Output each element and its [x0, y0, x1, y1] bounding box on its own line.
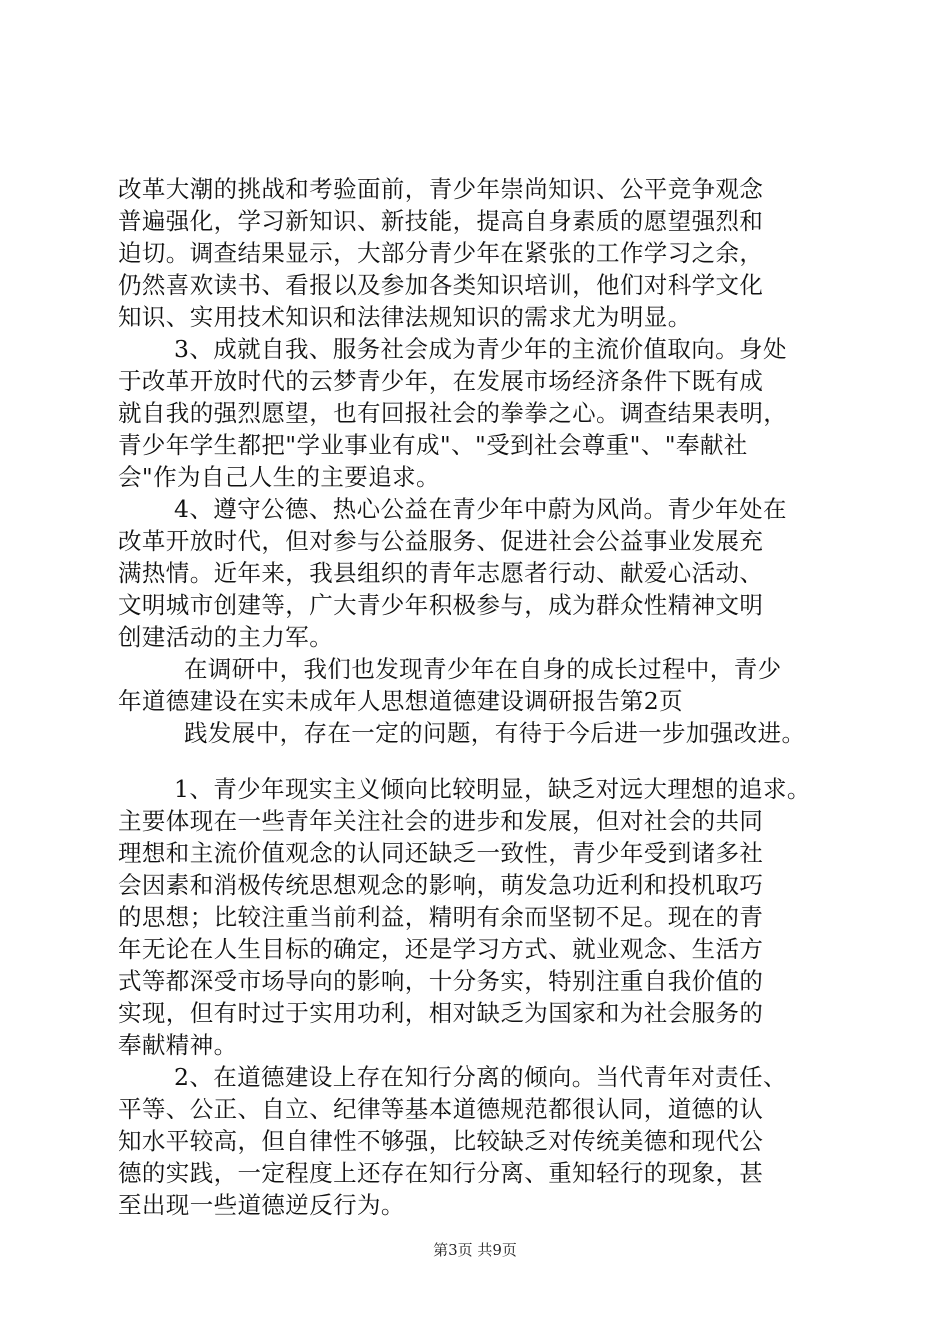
text-line: 平等、公正、自立、纪律等基本道德规范都很认同，道德的认: [118, 1095, 764, 1123]
text-line: 创建活动的主力军。: [118, 623, 334, 651]
paragraph-start-line: 3、成就自我、服务社会成为青少年的主流价值取向。身处: [174, 335, 787, 363]
text-line: 青少年学生都把"学业事业有成"、"受到社会尊重"、"奉献社: [118, 431, 748, 459]
text-line: 会"作为自己人生的主要追求。: [118, 463, 440, 491]
text-line: 的思想；比较注重当前利益，精明有余而坚韧不足。现在的青: [118, 903, 764, 931]
text-line: 年无论在人生目标的确定，还是学习方式、就业观念、生活方: [118, 935, 764, 963]
text-line: 改革开放时代，但对参与公益服务、促进社会公益事业发展充: [118, 527, 764, 555]
text-line: 迫切。调查结果显示，大部分青少年在紧张的工作学习之余，: [118, 239, 764, 267]
text-line: 仍然喜欢读书、看报以及参加各类知识培训，他们对科学文化: [118, 271, 764, 299]
text-line: 文明城市创建等，广大青少年积极参与，成为群众性精神文明: [118, 591, 764, 619]
text-line: 至出现一些道德逆反行为。: [118, 1191, 405, 1219]
text-line: 知识、实用技术知识和法律法规知识的需求尤为明显。: [118, 303, 692, 331]
text-line: 实现，但有时过于实用功利，相对缺乏为国家和为社会服务的: [118, 999, 764, 1027]
text-line: 年道德建设在实未成年人思想道德建设调研报告第2页: [118, 687, 684, 715]
text-line: 就自我的强烈愿望，也有回报社会的拳拳之心。调查结果表明，: [118, 399, 788, 427]
paragraph-start-line: 在调研中，我们也发现青少年在自身的成长过程中，青少: [184, 655, 782, 683]
paragraph-start-line: 4、遵守公德、热心公益在青少年中蔚为风尚。青少年处在: [174, 495, 787, 523]
text-line: 奉献精神。: [118, 1031, 238, 1059]
text-line: 于改革开放时代的云梦青少年，在发展市场经济条件下既有成: [118, 367, 764, 395]
text-line: 普遍强化，学习新知识、新技能，提高自身素质的愿望强烈和: [118, 207, 764, 235]
text-line: 改革大潮的挑战和考验面前，青少年崇尚知识、公平竞争观念: [118, 175, 764, 203]
page-number-footer: 第3页 共9页: [433, 1241, 517, 1259]
paragraph-start-line: 践发展中，存在一定的问题，有待于今后进一步加强改进。: [184, 719, 806, 747]
text-line: 式等都深受市场导向的影响，十分务实，特别注重自我价值的: [118, 967, 764, 995]
text-line: 理想和主流价值观念的认同还缺乏一致性，青少年受到诸多社: [118, 839, 764, 867]
text-line: 会因素和消极传统思想观念的影响，萌发急功近利和投机取巧: [118, 871, 764, 899]
text-line: 主要体现在一些青年关注社会的进步和发展，但对社会的共同: [118, 807, 764, 835]
text-line: 满热情。近年来，我县组织的青年志愿者行动、献爱心活动、: [118, 559, 764, 587]
paragraph-start-line: 1、青少年现实主义倾向比较明显，缺乏对远大理想的追求。: [174, 775, 811, 803]
paragraph-start-line: 2、在道德建设上存在知行分离的倾向。当代青年对责任、: [174, 1063, 787, 1091]
text-line: 知水平较高，但自律性不够强，比较缺乏对传统美德和现代公: [118, 1127, 764, 1155]
text-line: 德的实践，一定程度上还存在知行分离、重知轻行的现象，甚: [118, 1159, 764, 1187]
